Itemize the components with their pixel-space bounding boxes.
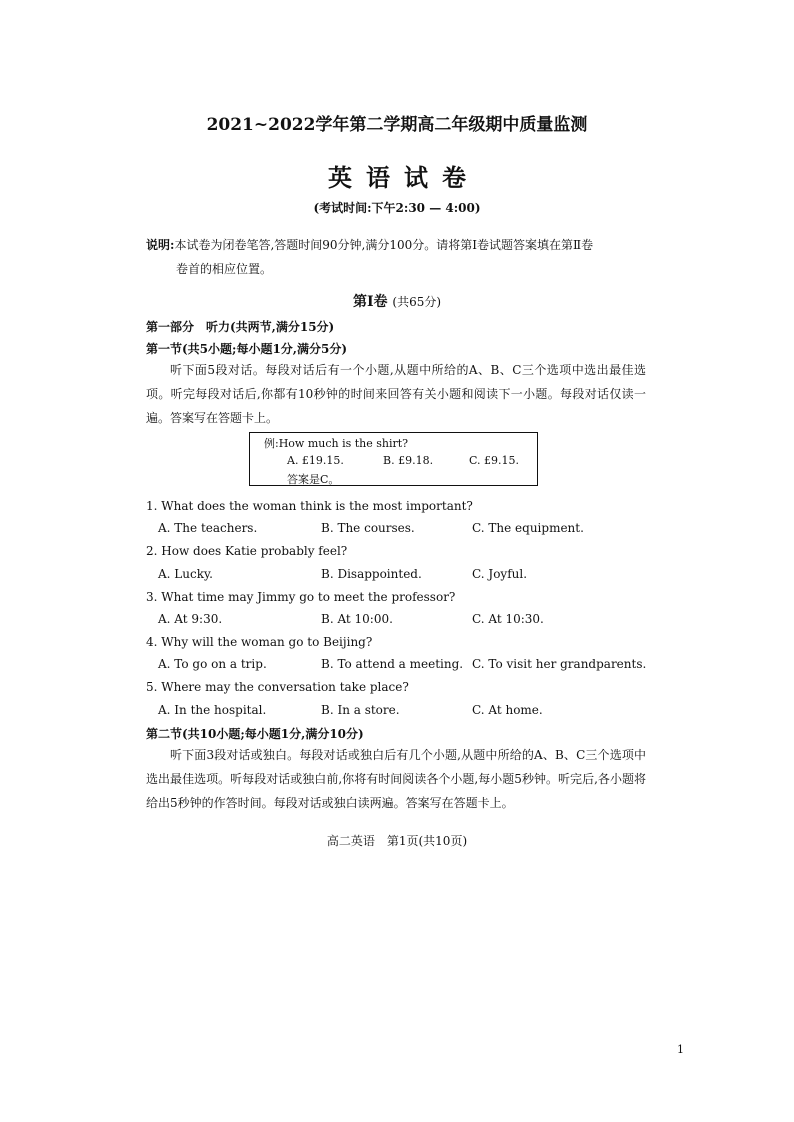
example-option-c: C. £9.15. bbox=[469, 454, 520, 467]
question-2-option-b: B. Disappointed. bbox=[321, 567, 422, 581]
subject-title: 英语试卷 bbox=[328, 163, 480, 192]
question-5-option-a: A. In the hospital. bbox=[158, 703, 267, 717]
part1-heading: 第一部分 听力(共两节,满分15分) bbox=[146, 320, 335, 334]
question-4-option-c: C. To visit her grandparents. bbox=[472, 657, 647, 671]
section2-directions: 听下面3段对话或独白。每段对话或独白后有几个小题,从题中所给的A、B、C三个选项中选出最佳选项。听每段对话或独白前,你将有时间阅读各个小题,每小题5秒钟。听完后,各小题将给出5秒钟的作答时间。每段对话或独白读两遍。答案写在答题卡上。 bbox=[146, 748, 646, 810]
question-1-option-c: C. The equipment. bbox=[472, 521, 584, 535]
instructions-line-1 bbox=[146, 236, 593, 253]
question-1-option-a: A. The teachers. bbox=[158, 521, 258, 535]
page-number: 1 bbox=[677, 1043, 684, 1056]
question-1: 1. What does the woman think is the most important? bbox=[146, 499, 473, 513]
instructions-label: 说明: bbox=[146, 238, 175, 252]
question-3: 3. What time may Jimmy go to meet the professor? bbox=[146, 590, 456, 604]
instructions-text: 本试卷为闭卷笔答,答题时间90分钟,满分100分。请将第Ⅰ卷试题答案填在第Ⅱ卷 bbox=[174, 238, 594, 252]
question-4: 4. Why will the woman go to Beijing? bbox=[146, 635, 373, 649]
question-2: 2. How does Katie probably feel? bbox=[146, 544, 348, 558]
example-answer: 答案是C。 bbox=[287, 473, 340, 486]
question-3-option-a: A. At 9:30. bbox=[158, 612, 223, 626]
section1-directions: 听下面5段对话。每段对话后有一个小题,从题中所给的A、B、C三个选项中选出最佳选项。听完每段对话后,你都有10秒钟的时间来回答有关小题和阅读下一小题。每段对话仅读一遍。答案写在答题卡上。 bbox=[146, 363, 646, 425]
question-5-option-b: B. In a store. bbox=[321, 703, 400, 717]
example-option-a: A. £19.15. bbox=[287, 454, 344, 467]
example-option-b: B. £9.18. bbox=[383, 454, 434, 467]
question-2-option-c: C. Joyful. bbox=[472, 567, 528, 581]
question-3-option-c: C. At 10:30. bbox=[472, 612, 544, 626]
example-question: 例:How much is the shirt? bbox=[264, 437, 409, 450]
question-5: 5. Where may the conversation take place? bbox=[146, 680, 409, 694]
question-5-option-c: C. At home. bbox=[472, 703, 543, 717]
volume-title: 第Ⅰ卷 bbox=[352, 294, 388, 310]
volume-score: (共65分) bbox=[392, 295, 442, 309]
question-2-option-a: A. Lucky. bbox=[158, 567, 213, 581]
question-4-option-a: A. To go on a trip. bbox=[158, 657, 267, 671]
exam-time: (考试时间:下午2:30 — 4:00) bbox=[313, 201, 481, 215]
question-4-option-b: B. To attend a meeting. bbox=[321, 657, 464, 671]
volume-heading bbox=[0, 291, 794, 311]
question-1-option-b: B. The courses. bbox=[321, 521, 415, 535]
page-footer: 高二英语 第1页(共10页) bbox=[326, 834, 468, 848]
section1-heading: 第一节(共5小题;每小题1分,满分5分) bbox=[146, 342, 348, 356]
question-3-option-b: B. At 10:00. bbox=[321, 612, 393, 626]
instructions-line-2: 卷首的相应位置。 bbox=[176, 262, 273, 276]
section2-heading: 第二节(共10小题;每小题1分,满分10分) bbox=[146, 727, 364, 741]
exam-title: 2021~2022学年第二学期高二年级期中质量监测 bbox=[206, 115, 588, 135]
